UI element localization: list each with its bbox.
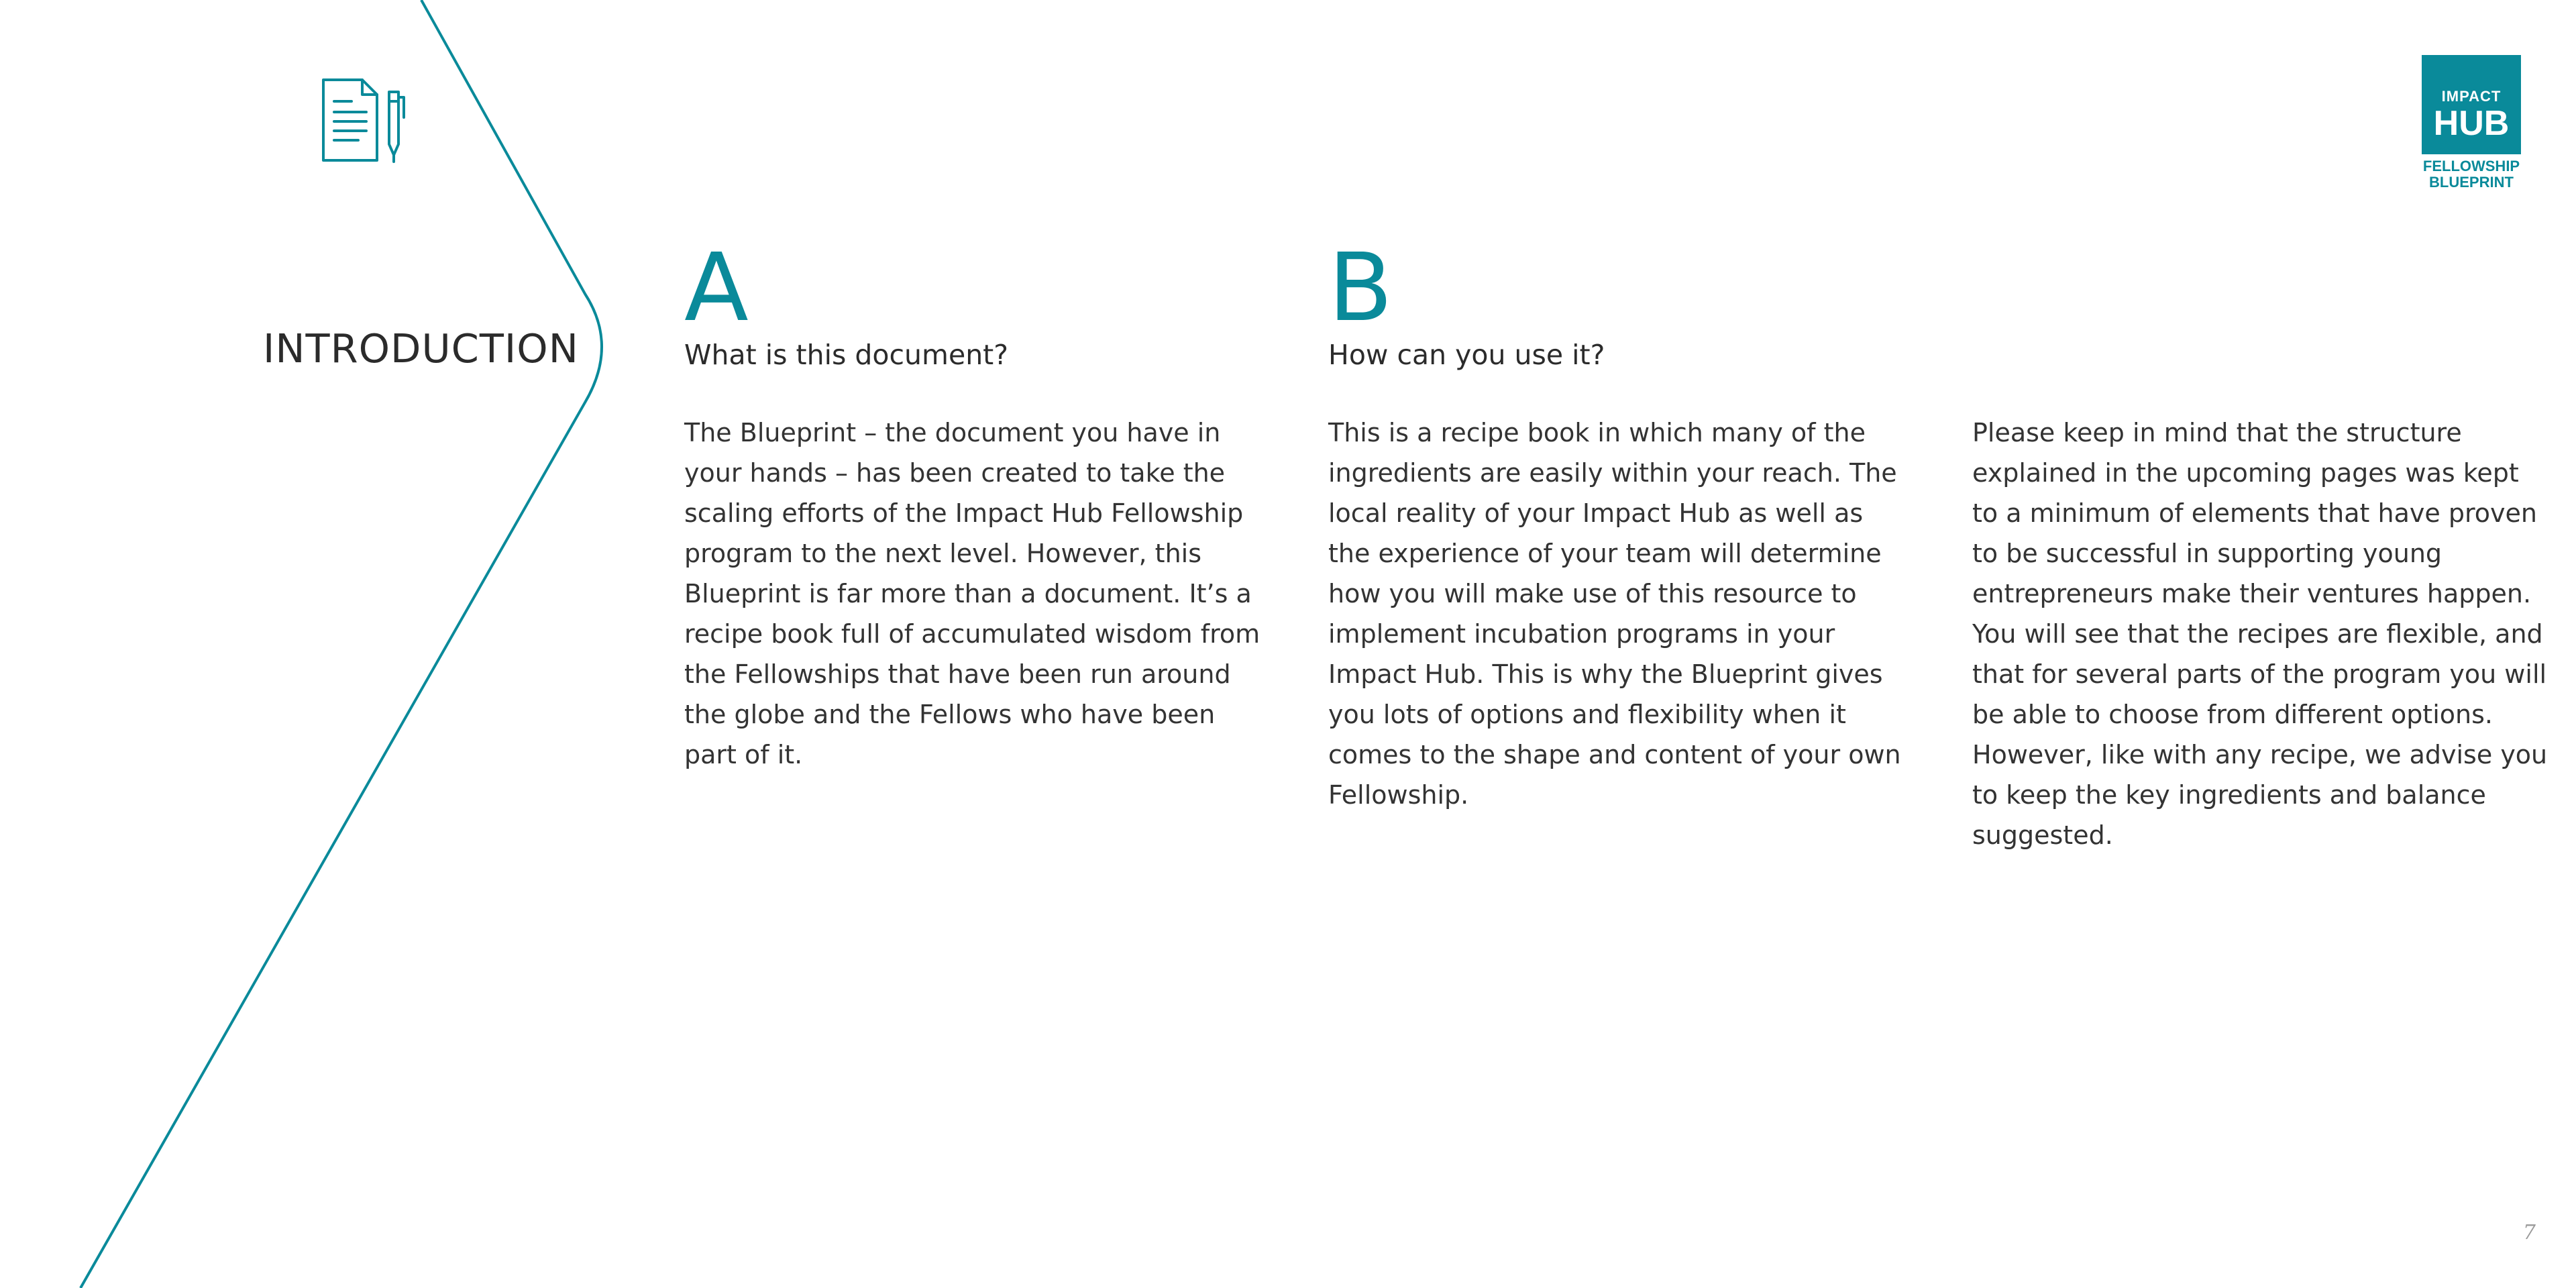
column-heading: What is this document?	[684, 339, 1009, 371]
section-title: INTRODUCTION	[263, 325, 579, 372]
column-b	[1328, 233, 1905, 810]
logo-text-fellowship: FELLOWSHIP	[2422, 158, 2520, 174]
column-letter: B	[1328, 233, 1393, 343]
logo-text-hub: HUB	[2433, 104, 2510, 143]
column-letter	[1972, 241, 2549, 335]
column-body: The Blueprint – the document you have in your hands – has been created to take the scaling efforts of the Impact Hub Fellowship program to the next level. However, this Blueprint is far more than a document. It’s a recipe book full of accumulated wisdom from the Fellowships that have been run around the globe and the Fellows who have been part of it.	[684, 418, 1260, 769]
logo-text-impact: IMPACT	[2441, 88, 2502, 105]
column-body: This is a recipe book in which many of the ingredients are easily within your reach. The local reality of your Impact Hub as well as the experience of your team will determine how you will make use of this resource to implement incubation programs in your Impact Hub. This is why the Blueprint gives you lots of options and flexibility when it comes to the shape and content of your own Fellowship.	[1328, 418, 1901, 810]
column-heading: How can you use it?	[1328, 339, 1605, 371]
column-c	[1972, 241, 2549, 850]
column-letter: A	[684, 233, 749, 343]
column-body: Please keep in mind that the structure explained in the upcoming pages was kept to a minimum of elements that have proven to be successful in supporting young entrepreneurs make their ventures happen. You will see that the recipes are flexible, and that for several parts of the program you will be able to choose from different options. However, like with any recipe, we advise you to keep the key ingredients and balance suggested.	[1972, 418, 2548, 850]
page-number: 7	[2522, 1221, 2536, 1244]
logo-box	[2422, 55, 2521, 154]
column-a	[684, 233, 1261, 769]
document-pen-icon	[321, 77, 412, 164]
logo-text-blueprint: BLUEPRINT	[2429, 174, 2514, 191]
impact-hub-logo	[2422, 55, 2521, 192]
